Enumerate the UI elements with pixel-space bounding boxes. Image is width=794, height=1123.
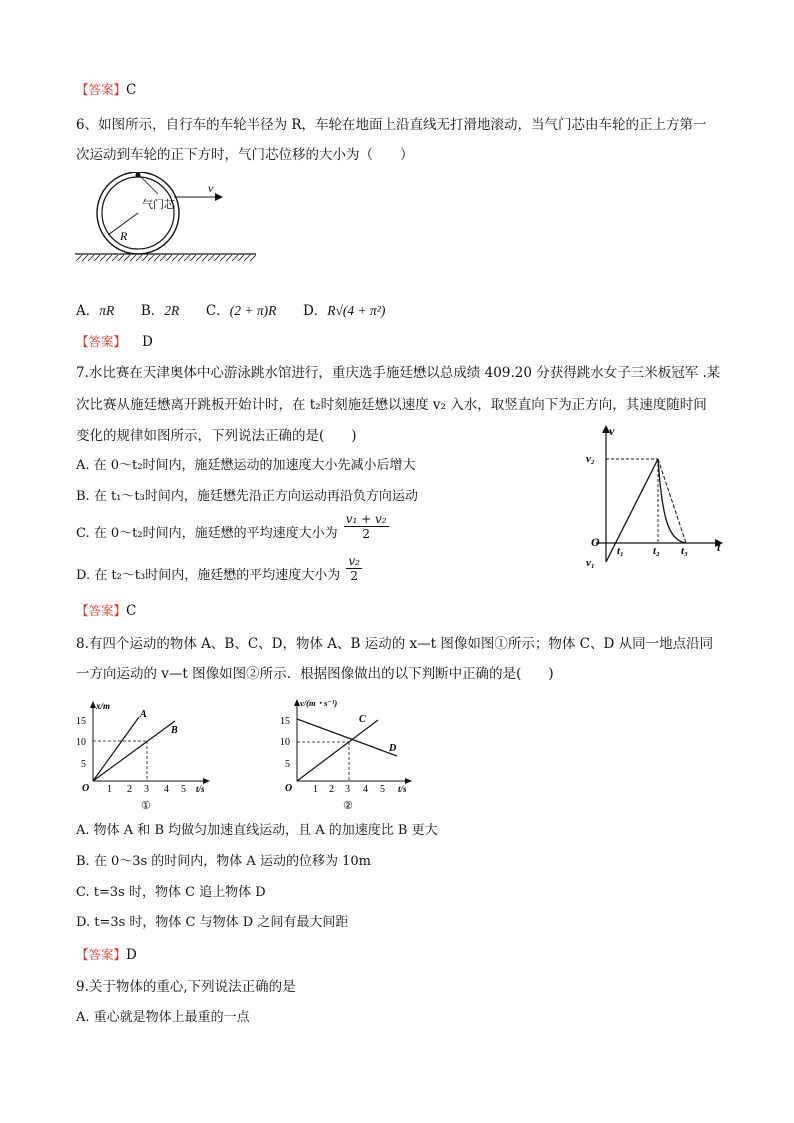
- ylabel: v/(m・s⁻¹): [300, 698, 338, 708]
- xlabel: t/s: [196, 784, 205, 794]
- xtick-1: 1: [313, 784, 318, 795]
- q7-answer: [76, 601, 136, 621]
- caption: ②: [343, 800, 353, 812]
- radius-label: R: [120, 229, 128, 243]
- xtick-3: 3: [345, 784, 350, 795]
- ytick-15: 15: [280, 716, 290, 727]
- origin-label: O: [82, 783, 90, 794]
- q7-stem-line1: 7.水比赛在天津奥体中心游泳跳水馆进行，重庆选手施廷懋以总成绩 409.20 分获得跳水女子三米板冠军 .某: [76, 365, 721, 381]
- q6-option-b: B．2R: [140, 303, 180, 319]
- ytick-15: 15: [76, 716, 86, 727]
- q9-stem-line1: 9.关于物体的重心,下列说法正确的是: [76, 979, 296, 995]
- xtick-5: 5: [181, 784, 186, 795]
- q6-option-a: A．πR: [76, 303, 115, 319]
- ytick-5: 5: [81, 759, 86, 770]
- answer-value: D: [142, 334, 153, 350]
- q8-stem-line2: 一方向运动的 v—t 图像如图②所示．根据图像做出的以下判断中正确的是( ): [76, 666, 554, 682]
- v2-label: v₂: [586, 453, 595, 465]
- ytick-5: 5: [285, 759, 290, 770]
- v-axis-label: v: [609, 424, 615, 438]
- line-a: [93, 717, 139, 781]
- q7-vt-graph: [582, 422, 732, 572]
- ground-hatching: [76, 255, 256, 261]
- answer-label: 【答案】: [76, 603, 127, 618]
- q7-option-b: B. 在 t₁～t₃时间内，施廷懋先沿正方向运动再沿负方向运动: [76, 489, 418, 504]
- q6-wheel-figure: [70, 172, 270, 267]
- q8-option-b: B. 在 0～3s 的时间内，物体 A 运动的位移为 10m: [76, 854, 371, 869]
- t3-label: t₃: [681, 545, 688, 557]
- q6-options: [76, 301, 385, 321]
- line-c: [297, 720, 378, 781]
- label-d: D: [389, 743, 397, 754]
- valve-label: 气门芯: [142, 199, 175, 211]
- q6-option-d: D．R√(4 + π²): [302, 303, 386, 319]
- label-a: A: [140, 709, 147, 720]
- q8-xt-graph: [74, 697, 224, 817]
- label-c: C: [359, 714, 366, 725]
- xtick-4: 4: [363, 784, 368, 795]
- xtick-2: 2: [127, 784, 132, 795]
- v1-label: v₁: [586, 557, 595, 569]
- line-d: [297, 719, 397, 756]
- label-b: B: [171, 725, 178, 736]
- xlabel: t/s: [398, 784, 407, 794]
- ytick-10: 10: [280, 737, 290, 748]
- answer-label: 【答案】: [76, 334, 127, 349]
- q8-stem-line1: 8.有四个运动的物体 A、B、C、D，物体 A、B 运动的 x—t 图像如图①所示；物体 C、D 从同一地点沿同: [76, 636, 714, 652]
- t2-label: t₂: [653, 545, 660, 557]
- q5-answer: [76, 80, 136, 100]
- ylabel: x/m: [96, 701, 111, 711]
- xtick-4: 4: [164, 784, 169, 795]
- caption: ①: [141, 800, 151, 812]
- q8-option-a: A. 物体 A 和 B 均做匀加速直线运动，且 A 的加速度比 B 更大: [76, 823, 438, 838]
- velocity-arrowhead: [215, 193, 223, 201]
- q8-vt-graph: [280, 694, 430, 817]
- ytick-10: 10: [76, 737, 86, 748]
- q6-option-c: C．(2 + π)R: [205, 303, 277, 319]
- t1-label: t₁: [617, 545, 624, 557]
- q6-stem-line1: 6、如图所示，自行车的车轮半径为 R，车轮在地面上沿直线无打滑地滚动，当气门芯由车轮的正上方第一: [76, 117, 707, 133]
- fraction-c: $\frac{\text{v₁ + v₂}}{2}$: [345, 512, 387, 541]
- q7-stem-line2: 次比赛从施廷懋离开跳板开始计时，在 t₂时刻施廷懋以速度 v₂ 入水，取竖直向下为正方向，其速度随时间: [76, 397, 707, 413]
- origin-label: O: [285, 783, 293, 794]
- xtick-1: 1: [107, 784, 112, 795]
- q7-option-c: C. 在 0～t₂时间内，施廷懋的平均速度大小为 $\frac{\text{v₁ + v₂}}{2}$: [76, 512, 387, 541]
- q7-option-d: D. 在 t₂～t₃时间内，施廷懋的平均速度大小为 $\frac{\text{v₂}}{2}$: [76, 554, 360, 583]
- q9-option-a: A. 重心就是物体上最重的一点: [76, 1010, 250, 1025]
- q7-option-a: A. 在 0～t₂时间内，施廷懋运动的加速度大小先减小后增大: [76, 458, 416, 473]
- q6-answer: [76, 332, 153, 352]
- q6-stem-line2: 次运动到车轮的正下方时，气门芯位移的大小为（ ）: [76, 147, 414, 163]
- q7-stem-line3: 变化的规律如图所示，下列说法正确的是( ): [76, 428, 357, 444]
- t-axis-label: t: [717, 540, 721, 554]
- answer-value: C: [126, 82, 137, 98]
- q8-option-c: C. t=3s 时，物体 C 追上物体 D: [76, 885, 266, 900]
- answer-value: C: [126, 603, 137, 619]
- answer-label: 【答案】: [76, 82, 127, 97]
- vt-line-rising: [606, 459, 658, 562]
- valve-dot: [136, 173, 141, 178]
- line-b: [93, 721, 175, 781]
- xtick-3: 3: [144, 784, 149, 795]
- velocity-label: v: [208, 181, 214, 195]
- q8-answer: [76, 945, 137, 965]
- fraction-d: $\frac{\text{v₂}}{2}$: [348, 554, 360, 583]
- xtick-2: 2: [329, 784, 334, 795]
- origin-label: O: [591, 535, 600, 549]
- q8-option-d: D. t=3s 时，物体 C 与物体 D 之间有最大间距: [76, 915, 349, 930]
- answer-label: 【答案】: [76, 947, 127, 962]
- answer-value: D: [126, 947, 137, 963]
- xtick-5: 5: [380, 784, 385, 795]
